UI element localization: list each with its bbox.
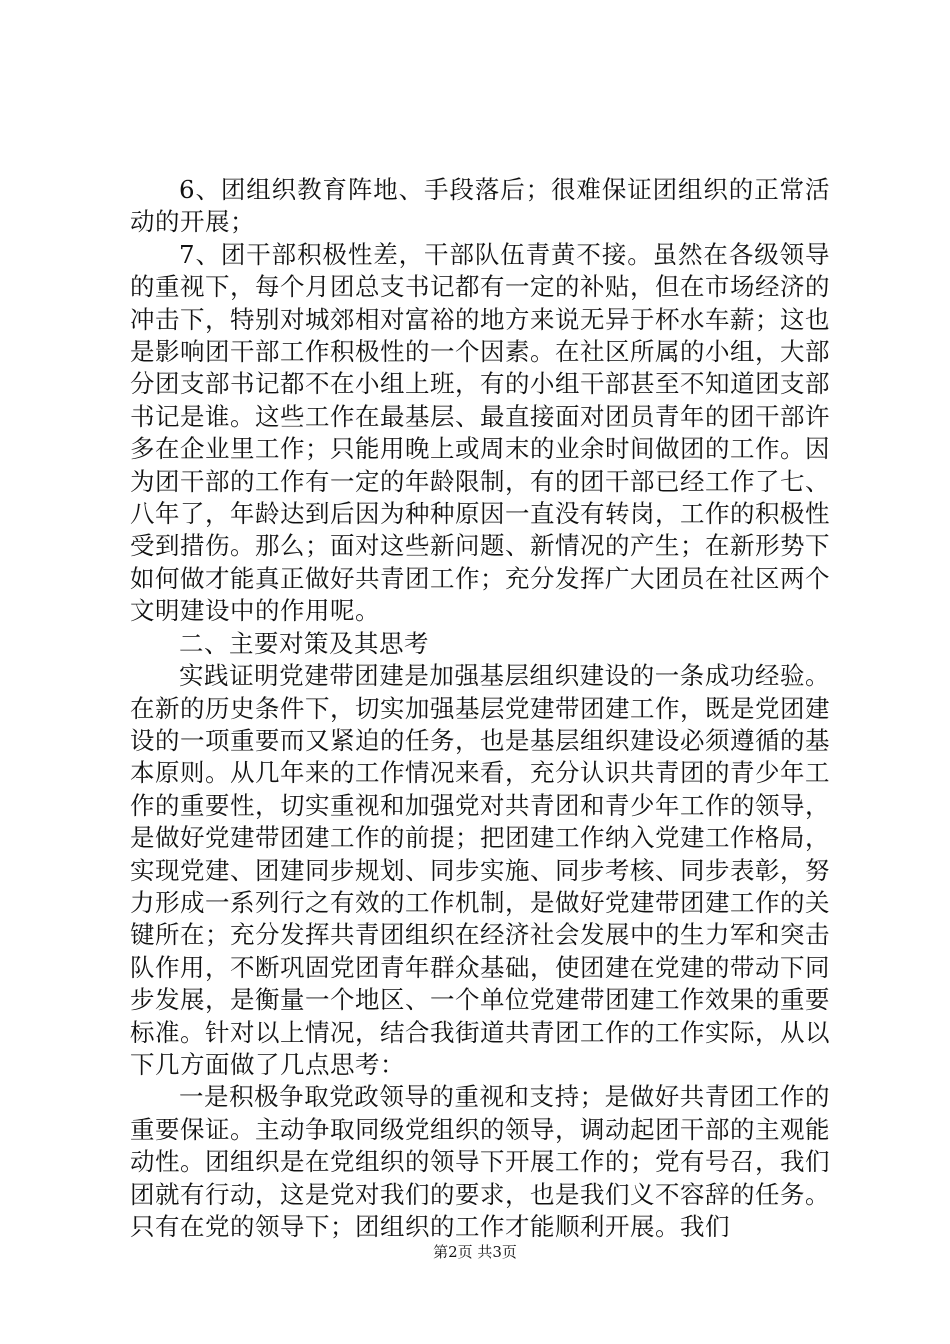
page-number: 第2页 共3页 xyxy=(433,1243,517,1261)
section-heading: 二、主要对策及其思考 xyxy=(179,628,429,658)
document-body xyxy=(130,174,830,1243)
paragraph-point-one: 一是积极争取党政领导的重视和支持；是做好共青团工作的重要保证。主动争取同级党组织的领导，调动起团干部的主观能动性。团组织是在党组织的领导下开展工作的；党有号召，我们团就有行动，这是党对我们的要求，也是我们义不容辞的任务。只有在党的领导下；团组织的工作才能顺利开展。我们 xyxy=(130,1082,830,1241)
paragraph-item-6: 6、团组织教育阵地、手段落后；很难保证团组织的正常活动的开展； xyxy=(130,175,830,237)
paragraph-item-7: 7、团干部积极性差，干部队伍青黄不接。虽然在各级领导的重视下，每个月团总支书记都有一定的补贴，但在市场经济的冲击下，特别对城郊相对富裕的地方来说无异于杯水车薪；这也是影响团干部工作积极性的一个因素。在社区所属的小组，大部分团支部书记都不在小组上班，有的小组干部甚至不知道团支部书记是谁。这些工作在最基层、最直接面对团员青年的团干部许多在企业里工作；只能用晚上或周末的业余时间做团的工作。因为团干部的工作有一定的年龄限制，有的团干部已经工作了七、八年了，年龄达到后因为种种原因一直没有转岗，工作的积极性受到措伤。那么；面对这些新问题、新情况的产生；在新形势下如何做才能真正做好共青团工作；充分发挥广大团员在社区两个文明建设中的作用呢。 xyxy=(130,239,830,626)
paragraph-practice: 实践证明党建带团建是加强基层组织建设的一条成功经验。在新的历史条件下，切实加强基层党建带团建工作，既是党团建设的一项重要而又紧迫的任务，也是基层组织建设必须遵循的基本原则。从几年来的工作情况来看，充分认识共青团的青少年工作的重要性，切实重视和加强党对共青团和青少年工作的领导，是做好党建带团建工作的前提；把团建工作纳入党建工作格局，实现党建、团建同步规划、同步实施、同步考核、同步表彰，努力形成一系列行之有效的工作机制，是做好党建带团建工作的关键所在；充分发挥共青团组织在经济社会发展中的生力军和突击队作用，不断巩固党团青年群众基础，使团建在党建的带动下同步发展，是衡量一个地区、一个单位党建带团建工作效果的重要标准。针对以上情况，结合我街道共青团工作的工作实际，从以下几方面做了几点思考： xyxy=(130,661,830,1079)
